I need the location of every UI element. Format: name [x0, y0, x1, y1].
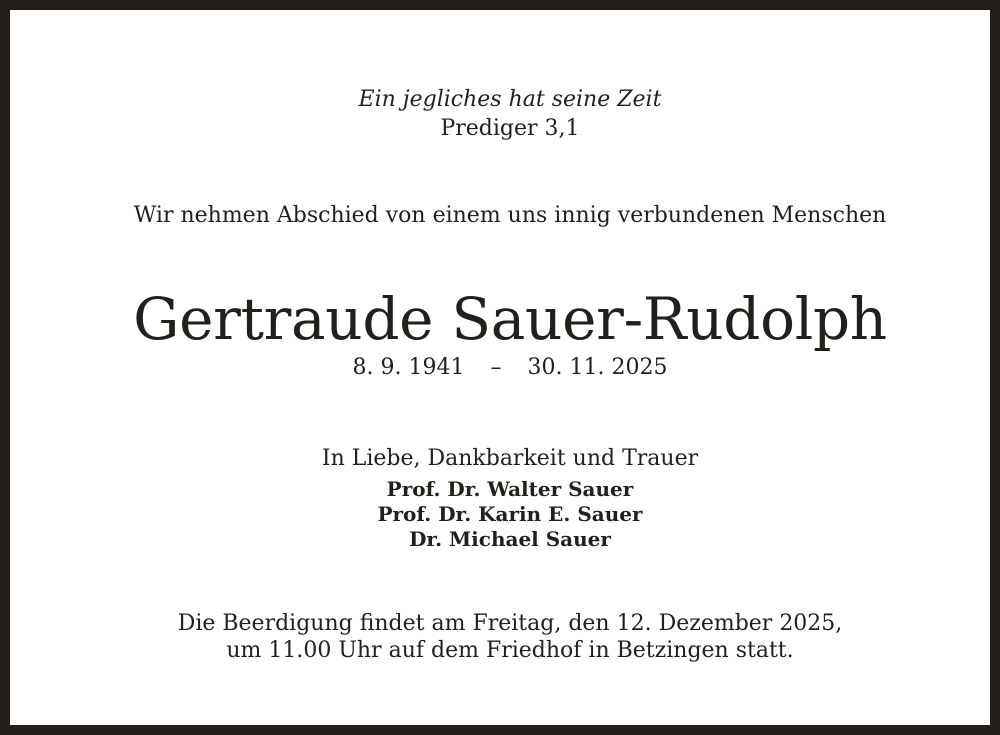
verse-reference: Prediger 3,1	[440, 116, 580, 141]
date-separator: –	[490, 355, 502, 380]
bible-motto: Ein jegliches hat seine Zeit	[358, 87, 662, 112]
mourner-name: Prof. Dr. Walter Sauer	[386, 477, 634, 501]
death-date: 30. 11. 2025	[527, 355, 668, 380]
life-dates	[10, 354, 1000, 382]
mourner-name: Dr. Michael Sauer	[409, 527, 611, 551]
funeral-info-line: Die Beerdigung findet am Freitag, den 12. Dezember 2025,	[177, 611, 843, 636]
farewell-statement: Wir nehmen Abschied von einem uns innig verbundenen Menschen	[133, 203, 887, 228]
closing-words: In Liebe, Dankbarkeit und Trauer	[321, 446, 699, 471]
birth-date: 8. 9. 1941	[352, 355, 465, 380]
mourner-name: Prof. Dr. Karin E. Sauer	[377, 502, 643, 526]
funeral-info-line: um 11.00 Uhr auf dem Friedhof in Betzingen statt.	[226, 638, 794, 663]
deceased-name: Gertraude Sauer-Rudolph	[133, 285, 887, 353]
